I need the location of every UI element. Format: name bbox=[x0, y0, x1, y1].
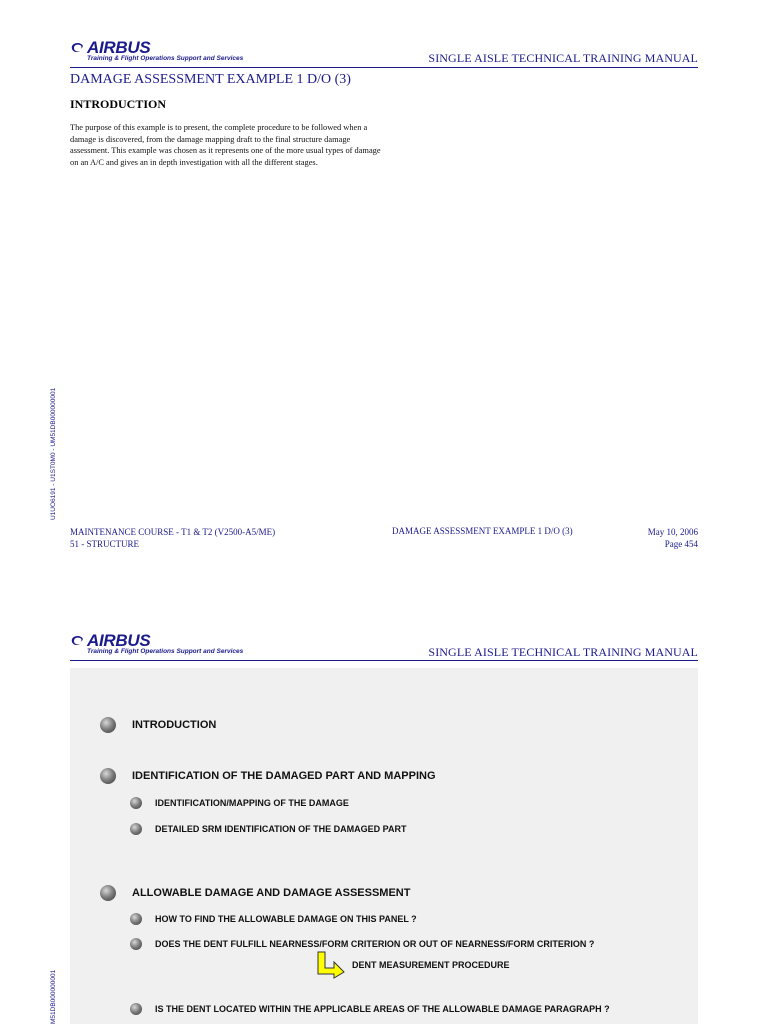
outline-label: DOES THE DENT FULFILL NEARNESS/FORM CRITERION OR OUT OF NEARNESS/FORM CRITERION ? bbox=[155, 939, 595, 949]
outline-subitem-srm-identification bbox=[130, 823, 407, 835]
outline-subitem-find-allowable bbox=[130, 913, 417, 925]
footer-page-number: Page 454 bbox=[664, 539, 698, 549]
airbus-logo-2 bbox=[70, 631, 246, 661]
bullet-icon bbox=[130, 1003, 142, 1015]
outline-label: DENT MEASUREMENT PROCEDURE bbox=[352, 960, 510, 970]
header-rule-2 bbox=[70, 660, 698, 661]
airbus-brand-text: AIRBUS bbox=[87, 631, 151, 650]
section-heading: INTRODUCTION bbox=[70, 97, 167, 111]
page-title: DAMAGE ASSESSMENT EXAMPLE 1 D/O (3) bbox=[70, 72, 351, 87]
airbus-swirl-icon bbox=[70, 635, 86, 647]
bullet-icon bbox=[130, 797, 142, 809]
bullet-icon bbox=[100, 885, 116, 901]
footer-chapter: 51 - STRUCTURE bbox=[70, 539, 140, 549]
outline-label: IDENTIFICATION/MAPPING OF THE DAMAGE bbox=[155, 798, 349, 808]
airbus-swirl-icon bbox=[70, 42, 86, 54]
footer-date-page bbox=[648, 526, 698, 550]
manual-title: SINGLE AISLE TECHNICAL TRAINING MANUAL bbox=[428, 51, 698, 65]
airbus-tagline: Training & Flight Operations Support and Services bbox=[87, 55, 244, 62]
bullet-icon bbox=[100, 717, 116, 733]
footer-course-name: MAINTENANCE COURSE - T1 & T2 (V2500-A5/ME) bbox=[70, 527, 276, 537]
outline-arrow-dent-measurement bbox=[316, 951, 510, 979]
footer-section: DAMAGE ASSESSMENT EXAMPLE 1 D/O (3) bbox=[392, 526, 573, 536]
manual-title-2: SINGLE AISLE TECHNICAL TRAINING MANUAL bbox=[428, 645, 698, 659]
outline-label: IS THE DENT LOCATED WITHIN THE APPLICABLE AREAS OF THE ALLOWABLE DAMAGE PARAGRAPH ? bbox=[155, 1004, 610, 1014]
outline-label: HOW TO FIND THE ALLOWABLE DAMAGE ON THIS PANEL ? bbox=[155, 914, 417, 924]
airbus-logo bbox=[70, 38, 246, 68]
footer-date: May 10, 2006 bbox=[647, 527, 698, 537]
bullet-icon bbox=[130, 913, 142, 925]
side-document-code: U1UO6191 - U1ST0M0 - UM51DB000000001 bbox=[50, 387, 57, 520]
outline-label: IDENTIFICATION OF THE DAMAGED PART AND MAPPING bbox=[132, 770, 436, 782]
outline-subitem-mapping bbox=[130, 797, 349, 809]
outline-label: INTRODUCTION bbox=[132, 719, 217, 731]
outline-item-allowable-damage bbox=[100, 885, 410, 901]
outline-subitem-nearness-criterion bbox=[130, 938, 594, 950]
outline-slide bbox=[70, 668, 698, 1024]
outline-label: DETAILED SRM IDENTIFICATION OF THE DAMAGED PART bbox=[155, 824, 407, 834]
yellow-return-arrow-icon bbox=[316, 951, 346, 979]
airbus-brand-text: AIRBUS bbox=[87, 38, 151, 57]
outline-item-introduction bbox=[100, 717, 216, 733]
outline-subitem-dent-location bbox=[130, 1003, 610, 1015]
bullet-icon bbox=[130, 938, 142, 950]
outline-item-identification bbox=[100, 768, 436, 784]
bullet-icon bbox=[100, 768, 116, 784]
header-rule bbox=[70, 67, 698, 68]
footer-course bbox=[70, 526, 275, 550]
airbus-tagline: Training & Flight Operations Support and Services bbox=[87, 648, 244, 655]
bullet-icon bbox=[130, 823, 142, 835]
side-document-code-2: M51DB000000001 bbox=[50, 969, 57, 1024]
outline-label: ALLOWABLE DAMAGE AND DAMAGE ASSESSMENT bbox=[132, 887, 411, 899]
intro-paragraph: The purpose of this example is to present, the complete procedure to be followed when a damage is discovered, from the damage mapping draft to the final structure damage assessment. This example was chosen as it represents one of the more usual types of damage on an A/C and gives an in depth investigation with all the different stages. bbox=[70, 123, 381, 167]
